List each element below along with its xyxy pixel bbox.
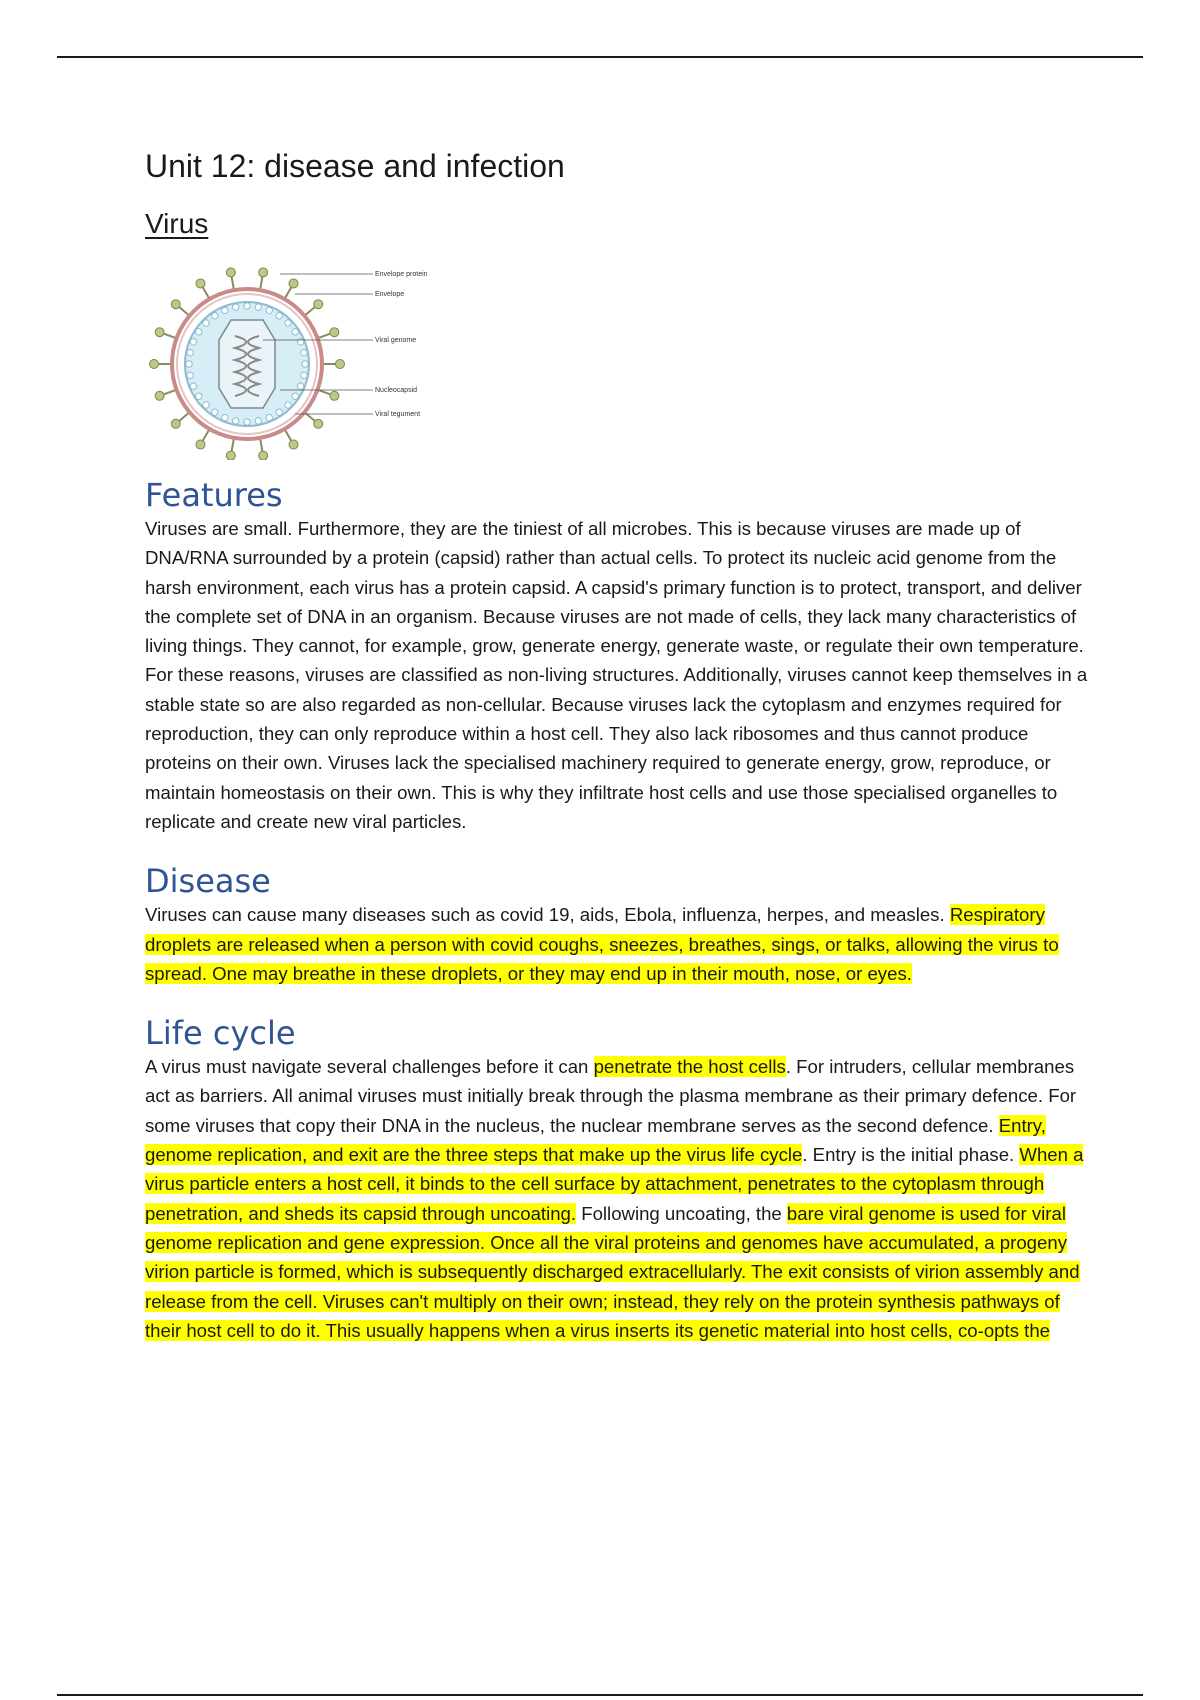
disease-highlight: Respiratory droplets are released when a person with covid coughs, sneezes, breathes, sings, or talks, allowing the virus to spread. One may breathe in these droplets, or they may end up in their mouth, nose, or eyes.	[145, 904, 1059, 984]
capsomere	[196, 329, 202, 335]
capsomere	[244, 303, 250, 309]
spike-head	[155, 391, 164, 400]
spike-stalk	[231, 275, 234, 290]
life-cycle-highlight-3: When a virus particle enters a host cell, it binds to the cell surface by attachment, penetrates to the cytoplasm through penetration, and sheds its capsid through uncoating.	[145, 1144, 1084, 1224]
spike-stalk	[285, 286, 293, 299]
spike-stalk	[178, 412, 189, 422]
spike-head	[226, 451, 235, 460]
capsomere	[292, 393, 298, 399]
spike-stalk	[317, 390, 331, 395]
disease-text: Viruses can cause many diseases such as covid 19, aids, Ebola, influenza, herpes, and measles.	[145, 904, 950, 926]
life-cycle-text-2: . For intruders, cellular membranes act as barriers. All animal viruses must initially break through the plasma membrane as their primary defence. For some viruses that copy their DNA in the nucleus, the nuclear membrane serves as the second defence.	[145, 1056, 1077, 1136]
spike-head	[259, 451, 268, 460]
spike-stalk	[202, 429, 210, 442]
footer-rule	[57, 1694, 1143, 1696]
capsomere	[276, 313, 282, 319]
capsomere	[255, 418, 261, 424]
life-cycle-paragraph	[145, 1052, 1090, 1345]
spike-head	[171, 300, 180, 309]
spike-stalk	[260, 275, 263, 290]
spike-stalk	[162, 390, 176, 395]
capsomere	[222, 414, 228, 420]
life-cycle-text-1: A virus must navigate several challenges before it can	[145, 1056, 594, 1078]
capsid-core	[219, 320, 275, 408]
label-envelope-protein: Envelope protein	[375, 271, 428, 278]
capsomere	[203, 402, 209, 408]
spike-head	[171, 419, 180, 428]
spike-head	[314, 419, 323, 428]
capsomere	[301, 372, 307, 378]
capsomere	[187, 349, 193, 355]
spike-head	[196, 440, 205, 449]
features-heading: Features	[145, 476, 283, 514]
spike-head	[196, 279, 205, 288]
spike-stalk	[202, 286, 210, 299]
capsomere	[276, 409, 282, 415]
spike-head	[336, 360, 345, 369]
label-viral-genome: Viral genome	[375, 337, 417, 344]
capsomere	[232, 304, 238, 310]
spike-head	[330, 328, 339, 337]
spike-head	[289, 440, 298, 449]
virus-structure-diagram	[145, 260, 445, 460]
capsomere	[255, 304, 261, 310]
disease-paragraph	[145, 900, 1090, 988]
capsomere	[186, 361, 192, 367]
capsomere	[212, 409, 218, 415]
spike-head	[289, 279, 298, 288]
spike-head	[330, 391, 339, 400]
spike-head	[314, 300, 323, 309]
capsomere	[190, 339, 196, 345]
capsomere	[266, 414, 272, 420]
label-nucleocapsid: Nucleocapsid	[375, 387, 418, 394]
life-cycle-text-3: . Entry is the initial phase.	[802, 1144, 1020, 1166]
life-cycle-text-4: Following uncoating, the	[576, 1202, 787, 1224]
features-paragraph: Viruses are small. Furthermore, they are the tiniest of all microbes. This is because viruses are made up of DNA/RNA surrounded by a protein (capsid) rather than actual cells. To protect its nucleic acid genome from the harsh environment, each virus has a protein capsid. A capsid's primary function is to protect, transport, and deliver the complete set of DNA in an organism. Because viruses are not made of cells, they lack many characteristics of living things. They cannot, for example, grow, generate energy, generate waste, or regulate their own temperature. For these reasons, viruses are classified as non-living structures. Additionally, viruses cannot keep themselves in a stable state so are also regarded as non-cellular. Because viruses lack the cytoplasm and enzymes required for reproduction, they can only reproduce within a host cell. They also lack ribosomes and thus cannot produce proteins on their own. Viruses lack the specialised machinery required to generate energy, grow, reproduce, or maintain homeostasis on their own. This is why they infiltrate host cells and use those specialised organelles to replicate and create new viral particles.	[145, 518, 1088, 832]
spike-head	[150, 360, 159, 369]
capsomere	[203, 320, 209, 326]
capsomere	[297, 383, 303, 389]
capsomere	[302, 361, 308, 367]
disease-heading: Disease	[145, 862, 271, 901]
page-content	[145, 146, 1090, 1345]
capsomere	[244, 419, 250, 425]
spike-head	[155, 328, 164, 337]
capsomere	[292, 329, 298, 335]
capsomere	[285, 402, 291, 408]
spike-head	[259, 268, 268, 277]
life-cycle-heading: Life cycle	[145, 1014, 296, 1053]
label-envelope: Envelope	[375, 291, 405, 298]
life-cycle-highlight-4: bare viral genome is used for viral genome replication and gene expression. Once all the viral proteins and genomes have accumulated, a progeny virion particle is formed, which is subsequently discharged extracellularly. The exit consists of virion assembly and release from the cell. Viruses can't multiply on their own; instead, they rely on the protein synthesis pathways of their host cell to do it. This usually happens when a virus inserts its genetic material into host cells, co-opts the	[145, 1202, 1080, 1341]
capsomere	[232, 418, 238, 424]
spike-stalk	[260, 438, 263, 453]
document-title: Unit 12: disease and infection	[145, 148, 565, 184]
capsomere	[285, 320, 291, 326]
spike-head	[226, 268, 235, 277]
spike-stalk	[231, 438, 234, 453]
capsomere	[212, 313, 218, 319]
capsomere	[297, 339, 303, 345]
capsomere	[301, 349, 307, 355]
virus-subheading: Virus	[145, 208, 209, 239]
capsomere	[187, 372, 193, 378]
capsomere	[196, 393, 202, 399]
spike-stalk	[304, 306, 315, 316]
life-cycle-highlight-1: penetrate the host cells	[593, 1056, 786, 1078]
capsomere	[266, 307, 272, 313]
spike-stalk	[162, 333, 176, 338]
spike-stalk	[285, 429, 293, 442]
life-cycle-highlight-2: Entry, genome replication, and exit are the three steps that make up the virus life cycle	[145, 1114, 1046, 1166]
spike-stalk	[178, 306, 189, 316]
capsomere	[222, 307, 228, 313]
capsomere	[190, 383, 196, 389]
header-rule	[57, 56, 1143, 58]
label-viral-tegument: Viral tegument	[375, 411, 421, 418]
spike-stalk	[317, 333, 331, 338]
